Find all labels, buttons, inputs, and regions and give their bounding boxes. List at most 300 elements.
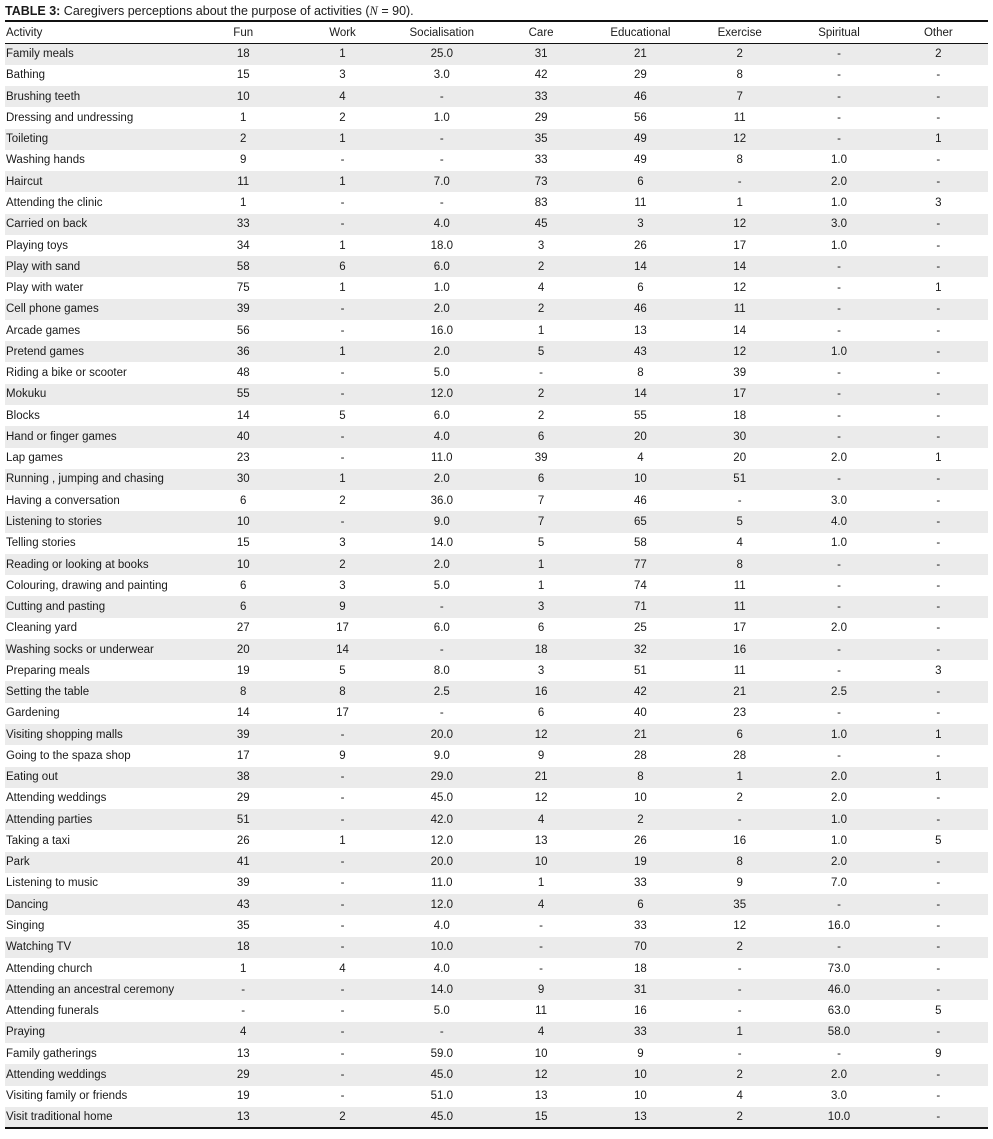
table-row: [5, 873, 988, 894]
fun-cell: 6: [240, 494, 247, 507]
socialisation-cell: 2.0: [433, 303, 450, 316]
work-cell: 1: [339, 345, 346, 358]
exercise-cell: -: [737, 1047, 742, 1060]
fun-cell: 11: [237, 175, 250, 188]
fun-cell: 6: [240, 601, 247, 614]
activity-cell: Attending weddings: [6, 792, 107, 805]
spiritual-cell: 3.0: [830, 494, 847, 507]
fun-cell: 10: [236, 558, 250, 571]
n-symbol: N: [369, 4, 378, 18]
educational-cell: 46: [634, 494, 647, 507]
socialisation-cell: 16.0: [430, 324, 453, 337]
fun-cell: 14: [236, 707, 250, 720]
other-cell: -: [936, 601, 941, 614]
educational-cell: 13: [634, 1110, 647, 1123]
educational-cell: 49: [634, 154, 647, 167]
work-cell: -: [340, 856, 345, 869]
exercise-cell: 12: [733, 920, 747, 933]
exercise-cell: 6: [736, 728, 743, 741]
table-row: [5, 1107, 988, 1128]
fun-cell: 19: [236, 1090, 250, 1103]
socialisation-cell: 9.0: [433, 515, 450, 528]
work-cell: -: [340, 388, 345, 401]
fun-cell: 15: [236, 69, 250, 82]
column-header-exercise: Exercise: [717, 26, 762, 39]
exercise-cell: 21: [733, 686, 747, 699]
table-row: [5, 65, 988, 86]
spiritual-cell: 10.0: [827, 1110, 851, 1123]
socialisation-cell: 12.0: [430, 388, 453, 401]
socialisation-cell: 18.0: [430, 239, 453, 252]
activity-cell: Cell phone games: [6, 303, 99, 316]
socialisation-cell: -: [439, 90, 444, 103]
activity-cell: Running , jumping and chasing: [6, 473, 164, 486]
spiritual-cell: -: [837, 558, 841, 571]
exercise-cell: 30: [733, 430, 747, 443]
other-cell: 5: [935, 1005, 942, 1018]
educational-cell: 9: [637, 1047, 644, 1060]
table-row: [5, 150, 988, 171]
exercise-cell: -: [737, 494, 742, 507]
other-cell: -: [936, 69, 941, 82]
educational-cell: 55: [634, 409, 647, 422]
table-row: [5, 256, 988, 277]
exercise-cell: 4: [736, 1090, 743, 1103]
spiritual-cell: -: [837, 749, 841, 762]
other-cell: 1: [935, 133, 942, 146]
educational-cell: 10: [634, 473, 647, 486]
work-cell: 17: [336, 707, 349, 720]
care-cell: 10: [534, 856, 548, 869]
table-row: [5, 1022, 988, 1043]
fun-cell: 4: [240, 1026, 247, 1039]
exercise-cell: 1: [736, 196, 743, 209]
exercise-cell: 11: [733, 601, 746, 614]
work-cell: 2: [339, 1110, 346, 1123]
educational-cell: 6: [637, 175, 644, 188]
care-cell: 2: [537, 388, 545, 401]
exercise-cell: 51: [733, 473, 747, 486]
other-cell: -: [936, 324, 941, 337]
care-cell: 45: [534, 218, 548, 231]
spiritual-cell: 2.0: [830, 175, 847, 188]
exercise-cell: 28: [733, 749, 747, 762]
other-cell: -: [936, 260, 941, 273]
socialisation-cell: -: [439, 133, 444, 146]
socialisation-cell: 36.0: [430, 494, 453, 507]
table-row: [5, 107, 988, 128]
table-row: [5, 214, 988, 235]
column-header-care: Care: [528, 26, 554, 39]
exercise-cell: 11: [733, 579, 746, 592]
table-row: [5, 724, 988, 745]
other-cell: -: [936, 473, 941, 486]
care-cell: 29: [534, 111, 548, 124]
exercise-cell: 16: [733, 834, 747, 847]
educational-cell: 16: [634, 1005, 647, 1018]
spiritual-cell: 2.5: [830, 686, 847, 699]
exercise-cell: 17: [733, 388, 747, 401]
table-row: [5, 937, 988, 958]
table-row: [5, 341, 988, 362]
activity-cell: Riding a bike or scooter: [6, 367, 127, 380]
care-cell: 9: [537, 983, 545, 996]
work-cell: -: [340, 515, 345, 528]
table-row: [5, 979, 988, 1000]
fun-cell: 13: [236, 1047, 250, 1060]
fun-cell: 29: [236, 792, 250, 805]
other-cell: 5: [935, 834, 942, 847]
socialisation-cell: 11.0: [431, 877, 453, 890]
work-cell: 5: [339, 664, 346, 677]
table-row: [5, 1000, 988, 1021]
work-cell: 14: [336, 643, 349, 656]
socialisation-cell: 3.0: [433, 69, 450, 82]
care-cell: 7: [537, 515, 545, 528]
care-cell: 1: [537, 877, 545, 890]
other-cell: -: [936, 494, 941, 507]
table-row: [5, 852, 988, 873]
work-cell: 1: [339, 834, 346, 847]
exercise-cell: 8: [736, 154, 743, 167]
spiritual-cell: -: [837, 579, 841, 592]
socialisation-cell: 20.0: [430, 856, 453, 869]
other-cell: -: [936, 643, 941, 656]
work-cell: 1: [339, 133, 346, 146]
other-cell: -: [936, 175, 941, 188]
caption-text: Caregivers perceptions about the purpose of activities (: [60, 4, 370, 18]
socialisation-cell: 20.0: [430, 728, 453, 741]
socialisation-cell: 42.0: [430, 813, 453, 826]
educational-cell: 8: [637, 771, 644, 784]
exercise-cell: 8: [736, 558, 743, 571]
care-cell: -: [539, 920, 544, 933]
care-cell: -: [539, 367, 544, 380]
work-cell: -: [340, 1068, 345, 1081]
exercise-cell: 7: [736, 90, 743, 103]
fun-cell: 51: [236, 813, 250, 826]
table-row: [5, 1043, 988, 1064]
educational-cell: 70: [634, 941, 647, 954]
activity-cell: Watching TV: [6, 941, 72, 954]
educational-cell: 18: [634, 962, 647, 975]
spiritual-cell: -: [837, 409, 841, 422]
educational-cell: 71: [634, 601, 647, 614]
care-cell: -: [539, 941, 544, 954]
activity-cell: Attending the clinic: [6, 196, 103, 209]
table-row: [5, 277, 988, 298]
spiritual-cell: -: [837, 133, 841, 146]
fun-cell: 26: [236, 834, 250, 847]
exercise-cell: 2: [736, 1068, 743, 1081]
activity-cell: Telling stories: [6, 537, 76, 550]
activity-cell: Colouring, drawing and painting: [6, 579, 168, 592]
spiritual-cell: 3.0: [830, 1090, 847, 1103]
table-row: [5, 660, 988, 681]
table-body: [5, 44, 988, 1129]
socialisation-cell: 4.0: [433, 218, 450, 231]
care-cell: 4: [537, 898, 545, 911]
exercise-cell: 2: [736, 792, 743, 805]
educational-cell: 14: [634, 388, 647, 401]
other-cell: -: [936, 430, 941, 443]
care-cell: 10: [534, 1047, 548, 1060]
fun-cell: 18: [236, 941, 250, 954]
table-row: [5, 533, 988, 554]
other-cell: -: [936, 579, 941, 592]
exercise-cell: 12: [733, 133, 747, 146]
socialisation-cell: -: [439, 1026, 444, 1039]
activity-cell: Dressing and undressing: [6, 111, 134, 124]
spiritual-cell: -: [837, 388, 841, 401]
educational-cell: 6: [637, 898, 644, 911]
table-row: [5, 405, 988, 426]
spiritual-cell: -: [837, 601, 841, 614]
exercise-cell: 17: [733, 239, 747, 252]
spiritual-cell: 3.0: [830, 218, 847, 231]
socialisation-cell: -: [439, 601, 444, 614]
spiritual-cell: 2.0: [830, 1068, 847, 1081]
educational-cell: 19: [634, 856, 647, 869]
other-cell: -: [936, 303, 941, 316]
table-row: [5, 362, 988, 383]
fun-cell: 75: [236, 282, 250, 295]
fun-cell: 18: [236, 48, 250, 61]
activity-cell: Park: [6, 856, 30, 869]
table-row: [5, 767, 988, 788]
fun-cell: 19: [236, 664, 250, 677]
care-cell: 2: [537, 409, 545, 422]
fun-cell: 14: [236, 409, 250, 422]
exercise-cell: 11: [733, 111, 746, 124]
spiritual-cell: 1.0: [830, 196, 847, 209]
educational-cell: 10: [634, 792, 647, 805]
fun-cell: 48: [236, 367, 250, 380]
socialisation-cell: -: [439, 196, 444, 209]
care-cell: 15: [534, 1110, 548, 1123]
table-row: [5, 171, 988, 192]
educational-cell: 46: [634, 303, 647, 316]
table-row: [5, 426, 988, 447]
table-row: [5, 575, 988, 596]
spiritual-cell: -: [837, 473, 841, 486]
fun-cell: 41: [236, 856, 250, 869]
socialisation-cell: -: [439, 154, 444, 167]
spiritual-cell: 2.0: [830, 792, 847, 805]
other-cell: -: [936, 920, 941, 933]
care-cell: 4: [537, 1026, 545, 1039]
fun-cell: 17: [236, 749, 250, 762]
activity-cell: Washing socks or underwear: [6, 643, 154, 656]
socialisation-cell: 9.0: [433, 749, 450, 762]
activity-cell: Attending parties: [6, 813, 93, 826]
socialisation-cell: 4.0: [433, 920, 450, 933]
other-cell: -: [936, 877, 941, 890]
educational-cell: 11: [634, 196, 647, 209]
educational-cell: 43: [634, 345, 647, 358]
other-cell: 3: [935, 664, 942, 677]
socialisation-cell: 1.0: [433, 282, 450, 295]
work-cell: 2: [339, 111, 346, 124]
fun-cell: 10: [236, 515, 250, 528]
care-cell: 4: [537, 282, 545, 295]
activity-cell: Carried on back: [6, 218, 88, 231]
spiritual-cell: 73.0: [827, 962, 851, 975]
table-label: TABLE 3:: [5, 4, 61, 18]
spiritual-cell: 2.0: [830, 771, 847, 784]
work-cell: -: [340, 792, 345, 805]
other-cell: -: [936, 218, 941, 231]
care-cell: 2: [537, 303, 545, 316]
care-cell: 31: [534, 48, 548, 61]
work-cell: 2: [339, 494, 346, 507]
activity-cell: Lap games: [6, 452, 63, 465]
other-cell: -: [936, 813, 941, 826]
work-cell: -: [340, 941, 345, 954]
care-cell: 1: [537, 579, 545, 592]
other-cell: -: [936, 239, 941, 252]
socialisation-cell: 7.0: [433, 175, 450, 188]
table-row: [5, 1086, 988, 1107]
work-cell: 17: [336, 622, 349, 635]
work-cell: -: [340, 728, 345, 741]
educational-cell: 20: [634, 430, 647, 443]
spiritual-cell: -: [837, 303, 841, 316]
socialisation-cell: 2.0: [433, 558, 450, 571]
fun-cell: 23: [236, 452, 250, 465]
activity-cell: Reading or looking at books: [6, 558, 149, 571]
educational-cell: 8: [637, 367, 644, 380]
column-header-work: Work: [329, 26, 356, 39]
socialisation-cell: 6.0: [433, 260, 450, 273]
fun-cell: 27: [236, 622, 250, 635]
activity-cell: Going to the spaza shop: [6, 749, 131, 762]
exercise-cell: -: [737, 962, 742, 975]
table-row: [5, 618, 988, 639]
educational-cell: 56: [634, 111, 647, 124]
fun-cell: 2: [240, 133, 247, 146]
exercise-cell: -: [737, 175, 742, 188]
fun-cell: 43: [236, 898, 250, 911]
care-cell: 13: [534, 1090, 548, 1103]
table-row: [5, 809, 988, 830]
activity-cell: Praying: [6, 1026, 45, 1039]
fun-cell: 1: [240, 196, 247, 209]
fun-cell: 38: [236, 771, 250, 784]
fun-cell: 35: [236, 920, 250, 933]
other-cell: 3: [935, 196, 942, 209]
work-cell: 3: [339, 579, 346, 592]
table-row: [5, 235, 988, 256]
socialisation-cell: 4.0: [433, 430, 450, 443]
activity-cell: Play with water: [6, 282, 84, 295]
socialisation-cell: 12.0: [430, 834, 453, 847]
care-cell: 33: [534, 90, 548, 103]
exercise-cell: 4: [736, 537, 743, 550]
socialisation-cell: 5.0: [433, 1005, 450, 1018]
table-caption: [5, 3, 414, 19]
educational-cell: 21: [634, 48, 647, 61]
activity-cell: Cutting and pasting: [6, 601, 106, 614]
work-cell: -: [340, 367, 345, 380]
spiritual-cell: -: [837, 90, 841, 103]
educational-cell: 32: [634, 643, 647, 656]
care-cell: 39: [534, 452, 548, 465]
work-cell: 9: [339, 601, 346, 614]
table-row: [5, 384, 988, 405]
exercise-cell: 35: [733, 898, 747, 911]
care-cell: 3: [537, 239, 545, 252]
work-cell: 1: [339, 175, 346, 188]
table-row: [5, 703, 988, 724]
work-cell: -: [340, 898, 345, 911]
care-cell: 11: [535, 1005, 548, 1018]
header-row: [5, 21, 988, 44]
activity-cell: Mokuku: [6, 388, 47, 401]
spiritual-cell: -: [837, 69, 841, 82]
educational-cell: 33: [634, 1026, 647, 1039]
exercise-cell: 12: [733, 282, 747, 295]
exercise-cell: 12: [733, 218, 747, 231]
exercise-cell: 9: [736, 877, 743, 890]
care-cell: 4: [537, 813, 545, 826]
activity-cell: Bathing: [6, 69, 46, 82]
socialisation-cell: 51.0: [430, 1090, 453, 1103]
work-cell: -: [340, 1026, 345, 1039]
socialisation-cell: 5.0: [433, 579, 450, 592]
exercise-cell: 5: [736, 515, 743, 528]
activity-cell: Eating out: [6, 771, 58, 784]
care-cell: 1: [537, 558, 545, 571]
socialisation-cell: 4.0: [433, 962, 450, 975]
educational-cell: 6: [637, 282, 644, 295]
other-cell: -: [936, 941, 941, 954]
fun-cell: 13: [236, 1110, 250, 1123]
fun-cell: 10: [236, 90, 250, 103]
work-cell: 1: [339, 282, 346, 295]
table-row: [5, 958, 988, 979]
fun-cell: 55: [236, 388, 250, 401]
other-cell: -: [936, 1068, 941, 1081]
spiritual-cell: -: [837, 367, 841, 380]
spiritual-cell: -: [837, 1047, 841, 1060]
table-row: [5, 639, 988, 660]
work-cell: -: [340, 303, 345, 316]
care-cell: 6: [537, 622, 545, 635]
exercise-cell: 16: [733, 643, 747, 656]
table-row: [5, 596, 988, 617]
column-header-fun: Fun: [233, 26, 254, 39]
table-row: [5, 745, 988, 766]
work-cell: 1: [339, 239, 346, 252]
work-cell: -: [340, 1005, 345, 1018]
care-cell: 12: [534, 728, 548, 741]
fun-cell: 15: [236, 537, 250, 550]
spiritual-cell: 1.0: [830, 728, 847, 741]
socialisation-cell: 45.0: [430, 1068, 453, 1081]
other-cell: 1: [935, 452, 942, 465]
spiritual-cell: -: [837, 430, 841, 443]
other-cell: -: [936, 345, 941, 358]
care-cell: 1: [537, 324, 545, 337]
work-cell: -: [340, 1047, 345, 1060]
spiritual-cell: 58.0: [827, 1026, 851, 1039]
spiritual-cell: -: [837, 941, 841, 954]
activity-cell: Having a conversation: [6, 494, 120, 507]
care-cell: 6: [537, 473, 545, 486]
exercise-cell: -: [737, 983, 742, 996]
socialisation-cell: -: [439, 707, 444, 720]
